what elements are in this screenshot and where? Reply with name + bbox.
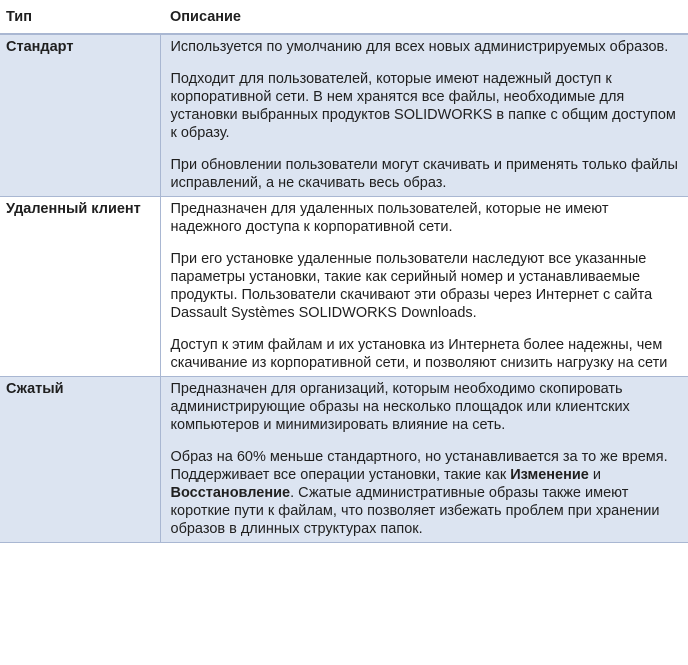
type-cell: Сжатый — [0, 377, 160, 543]
bold-term-modify: Изменение — [510, 467, 589, 483]
description-cell — [160, 197, 688, 377]
description-cell — [160, 34, 688, 197]
description-paragraph: Предназначен для удаленных пользователей, которые не имеют надежного доступа к корпоративной сети. — [170, 201, 609, 235]
bold-term-restore: Восстановление — [170, 485, 291, 501]
table-row-compressed — [0, 377, 688, 543]
description-paragraph: При обновлении пользователи могут скачивать и применять только файлы исправлений, а не скачивать весь образ. — [170, 157, 678, 191]
description-paragraph: При его установке удаленные пользователи наследуют все указанные параметры установки, такие как серийный номер и устанавливаемые продукты. Пользователи скачивают эти образы через Интернет с сайта Dassault Systèmes SOLIDWORKS Downloads. — [170, 251, 653, 321]
header-type: Тип — [0, 0, 160, 34]
text-run: Образ на 60% меньше стандартного, но устанавливается за то же время. Поддерживает все операции установки, такие как — [170, 449, 668, 483]
header-row — [0, 0, 688, 34]
type-cell: Стандарт — [0, 34, 160, 197]
description-paragraph — [171, 448, 679, 538]
type-cell: Удаленный клиент — [0, 197, 160, 377]
text-run: . Сжатые административные образы также имеют короткие пути к файлам, что позволяет избежать проблем при хранении образов в длинных структурах папок. — [170, 485, 660, 537]
description-paragraph: Предназначен для организаций, которым необходимо скопировать администрирующие образы на несколько площадок или клиентских компьютеров и минимизировать влияние на сеть. — [170, 381, 630, 433]
description-paragraph: Используется по умолчанию для всех новых администрируемых образов. — [170, 39, 669, 55]
description-paragraph: Подходит для пользователей, которые имеют надежный доступ к корпоративной сети. В нем хранятся все файлы, необходимые для установки выбранных продуктов SOLIDWORKS в папке с общим доступом к образу. — [170, 71, 676, 141]
header-description: Описание — [160, 0, 688, 34]
table-row-standard — [0, 34, 688, 197]
text-run: и — [588, 467, 601, 483]
description-cell — [160, 377, 688, 543]
table-row-remote-client — [0, 197, 688, 377]
description-paragraph: Доступ к этим файлам и их установка из Интернета более надежны, чем скачивание из корпоративной сети, и позволяют снизить нагрузку на сети — [170, 337, 668, 371]
